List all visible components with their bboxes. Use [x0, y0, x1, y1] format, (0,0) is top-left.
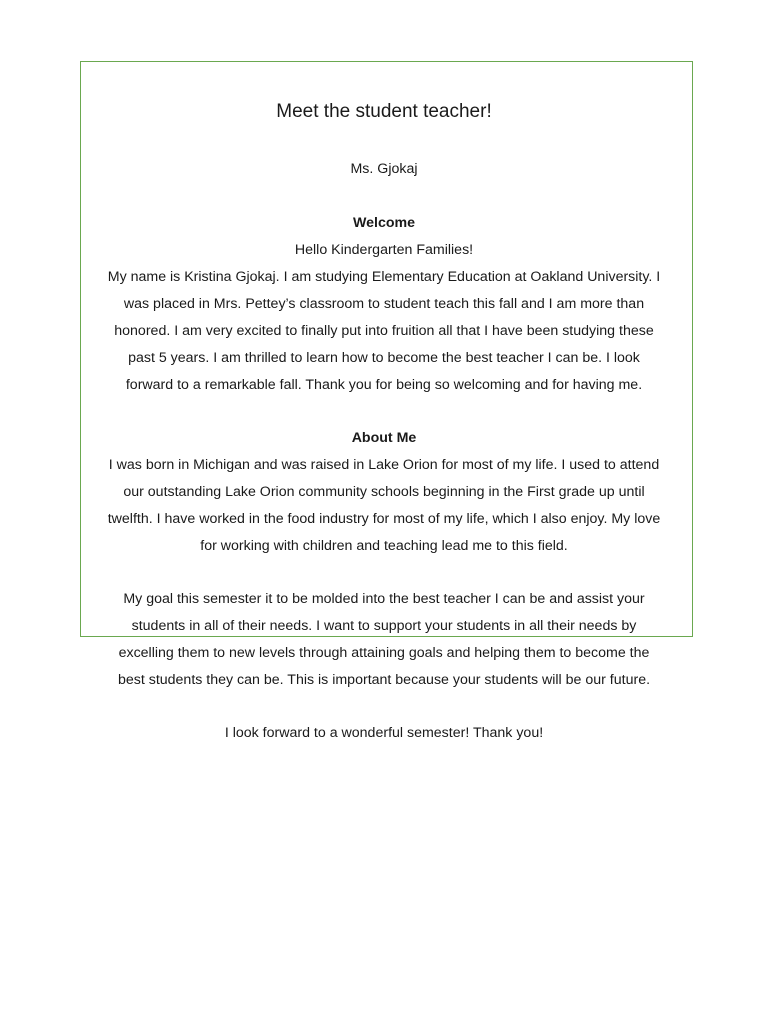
welcome-paragraph-line: forward to a remarkable fall. Thank you for being so welcoming and for having me.: [125, 377, 643, 393]
about-paragraph-line: I was born in Michigan and was raised in Lake Orion for most of my life. I used to attend: [108, 457, 660, 473]
about-paragraph-line: twelfth. I have worked in the food industry for most of my life, which I also enjoy. My love: [107, 511, 661, 527]
teacher-name: Ms. Gjokaj: [350, 161, 418, 177]
welcome-paragraph-line: was placed in Mrs. Pettey’s classroom to student teach this fall and I am more than: [123, 296, 645, 312]
goal-paragraph-line: excelling them to new levels through attaining goals and helping them to become the: [118, 645, 650, 661]
goal-paragraph-line: students in all of their needs. I want to support your students in all their needs by: [131, 618, 637, 634]
goal-paragraph-line: My goal this semester it to be molded into the best teacher I can be and assist your: [123, 591, 645, 607]
welcome-heading: Welcome: [352, 215, 416, 231]
page-title: Meet the student teacher!: [276, 101, 492, 122]
closing-line: I look forward to a wonderful semester! Thank you!: [224, 725, 544, 741]
greeting-line: Hello Kindergarten Families!: [294, 242, 474, 258]
welcome-paragraph-line: My name is Kristina Gjokaj. I am studying Elementary Education at Oakland University. I: [107, 269, 661, 285]
about-paragraph-line: our outstanding Lake Orion community schools beginning in the First grade up until: [123, 484, 645, 500]
welcome-paragraph-line: past 5 years. I am thrilled to learn how to become the best teacher I can be. I look: [128, 350, 640, 366]
welcome-paragraph-line: honored. I am very excited to finally put into fruition all that I have been studying these: [114, 323, 654, 339]
goal-paragraph-line: best students they can be. This is important because your students will be our future.: [117, 672, 651, 688]
about-heading: About Me: [351, 430, 417, 446]
about-paragraph-line: for working with children and teaching lead me to this field.: [200, 538, 568, 554]
